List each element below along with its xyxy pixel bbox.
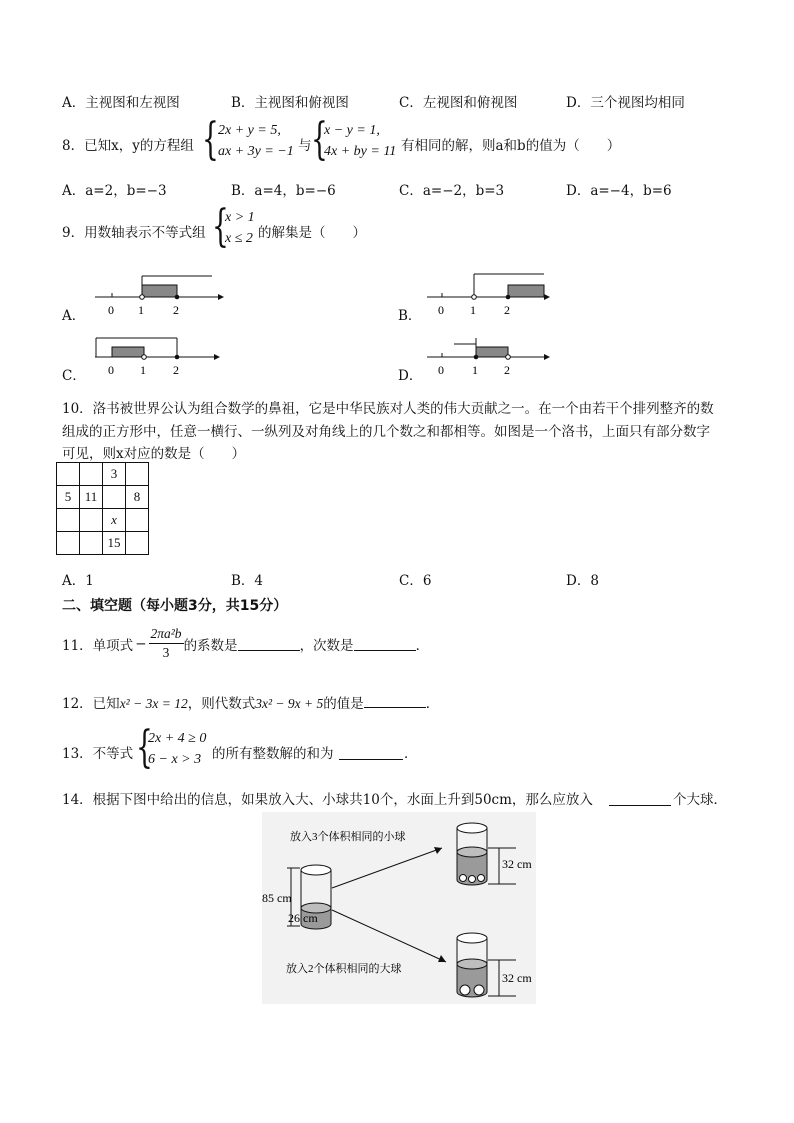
luoshu-grid: [56, 462, 149, 555]
q9-a-tick-1: 1: [138, 303, 144, 317]
q11-end: ．: [415, 637, 430, 654]
q12-equation: x² − 3x = 12: [119, 696, 188, 711]
q8-system-1: [218, 120, 294, 162]
q12-end: ．: [425, 696, 440, 712]
q11-answer-blank-1[interactable]: [238, 636, 300, 651]
q9-option-a-label[interactable]: A．: [62, 308, 86, 324]
q8-system-2: [324, 120, 396, 162]
q13-answer-blank[interactable]: [339, 745, 403, 760]
q13-ineq1: 2x + 4 ≥ 0: [148, 731, 207, 746]
grid-cell: [126, 532, 149, 555]
q14-label-big-balls: 放入2个体积相同的大球: [286, 963, 402, 975]
q13-end: ．: [404, 746, 418, 762]
grid-row: [57, 509, 149, 532]
q10-text-line-1: 10．洛书被世界公认为组合数学的鼻祖，它是中华民族对人类的伟大贡献之一。在一个由若干个排列整齐的数: [62, 401, 714, 417]
q8-mid: 与: [298, 138, 312, 154]
q10-option-d[interactable]: D．8: [566, 573, 599, 589]
q13-system: [148, 728, 206, 770]
q9-brace: {: [212, 201, 229, 252]
q8-suffix: 有相同的解，则a和b的值为（ ）: [401, 138, 621, 154]
grid-cell: 3: [103, 463, 126, 486]
q12-expression: 3x² − 9x + 5: [255, 696, 324, 711]
q7-option-b[interactable]: B．主视图和俯视图: [231, 95, 349, 111]
q12-suffix: 的值是: [323, 696, 364, 712]
section-2-title: 二、填空题（每小题3分，共15分）: [62, 598, 288, 614]
q8-sys2-eq2: 4x + by = 11: [324, 144, 397, 159]
grid-row: [57, 463, 149, 486]
q11-mid2: ，次数是: [299, 637, 354, 654]
grid-cell: [57, 509, 80, 532]
q14-label-32-small: 32 cm: [502, 857, 532, 871]
q9-b-tick-2: 2: [504, 303, 510, 317]
q9-c-tick-0: 0: [108, 363, 114, 377]
grid-cell: 8: [126, 486, 149, 509]
q9-option-b-label[interactable]: B．: [398, 308, 422, 324]
q9-b-tick-1: 1: [470, 303, 476, 317]
q12-answer-blank[interactable]: [364, 693, 426, 708]
question-12: [62, 692, 439, 712]
q11-denominator: 3: [162, 645, 170, 660]
q10-option-b[interactable]: B．4: [231, 573, 264, 589]
grid-cell: [57, 463, 80, 486]
q14-label-32-big: 32 cm: [502, 971, 532, 985]
q8-option-a[interactable]: A．a=2，b=−3: [62, 183, 167, 199]
q12-mid: ，则代数式: [187, 696, 256, 712]
q14-figure: [262, 812, 536, 1004]
q9-number-line-c[interactable]: [90, 330, 230, 382]
q9-system: [225, 207, 255, 249]
q11-sign: −: [135, 635, 147, 652]
q8-prefix: 8．已知x，y的方程组: [62, 138, 194, 154]
q14-label-26: 26 cm: [288, 911, 318, 925]
grid-cell: [80, 532, 103, 555]
q8-sys2-eq1: x − y = 1,: [324, 123, 380, 138]
q9-d-tick-0: 0: [438, 363, 444, 377]
q9-d-tick-1: 1: [472, 363, 478, 377]
q9-ineq2: x ≤ 2: [225, 231, 253, 246]
q9-number-line-a[interactable]: [90, 270, 230, 322]
grid-row: [57, 486, 149, 509]
q9-option-d-label[interactable]: D．: [398, 368, 423, 384]
q10-text-line-2: 组成的正方形中，任意一横行、一纵列及对角线上的几个数之和都相等。如图是一个洛书，上面只有部分数字: [62, 424, 710, 440]
q14-answer-blank[interactable]: [609, 791, 671, 806]
q9-option-c-label[interactable]: C．: [62, 368, 86, 384]
q9-a-tick-2: 2: [173, 303, 179, 317]
q8-sys1-eq2: ax + 3y = −1: [218, 144, 294, 159]
q10-option-c[interactable]: C．6: [399, 573, 432, 589]
q11-mid: 的系数是: [183, 637, 238, 654]
q11-fraction: [149, 625, 184, 662]
q13-ineq2: 6 − x > 3: [148, 752, 202, 767]
q14-label-85: 85 cm: [262, 891, 292, 905]
q9-ineq1: x > 1: [225, 210, 255, 225]
q13-prefix: 13．不等式: [62, 746, 134, 762]
grid-cell: [126, 463, 149, 486]
q14-label-small-balls: 放入3个体积相同的小球: [290, 831, 406, 843]
q8-brace-2: {: [311, 114, 328, 165]
q11-numerator: 2πa²b: [149, 625, 184, 644]
q7-option-a[interactable]: A．主视图和左视图: [62, 95, 180, 111]
grid-cell: [126, 509, 149, 532]
grid-cell: [57, 532, 80, 555]
q10-option-a[interactable]: A．1: [62, 573, 94, 589]
q9-c-tick-1: 1: [140, 363, 146, 377]
grid-cell: [80, 463, 103, 486]
q7-option-c[interactable]: C．左视图和俯视图: [399, 95, 518, 111]
q11-answer-blank-2[interactable]: [354, 636, 416, 651]
q11-prefix: 11．单项式: [62, 637, 134, 654]
q13-brace: {: [136, 722, 153, 773]
question-11: [62, 625, 429, 662]
grid-row: [57, 532, 149, 555]
q14-text-a: 14．根据下图中给出的信息，如果放入大、小球共10个，水面上升到50cm，那么应放入: [62, 792, 593, 808]
grid-cell: [80, 509, 103, 532]
q8-option-b[interactable]: B．a=4，b=−6: [231, 183, 336, 199]
q8-option-c[interactable]: C．a=−2，b=3: [399, 183, 505, 199]
q9-d-tick-2: 2: [504, 363, 510, 377]
q8-brace-1: {: [202, 114, 219, 165]
grid-cell: 5: [57, 486, 80, 509]
q8-option-d[interactable]: D．a=−4，b=6: [566, 183, 672, 199]
grid-cell-x: x: [103, 509, 126, 532]
q9-suffix: 的解集是（ ）: [258, 225, 366, 241]
q9-prefix: 9．用数轴表示不等式组: [62, 225, 206, 241]
q10-text-line-3: 可见，则x对应的数是（ ）: [62, 446, 246, 462]
q8-sys1-eq1: 2x + y = 5,: [218, 123, 281, 138]
q13-suffix: 的所有整数解的和为: [212, 746, 334, 762]
q9-number-line-d[interactable]: [422, 330, 562, 382]
grid-cell: 15: [103, 532, 126, 555]
q9-a-tick-0: 0: [108, 303, 114, 317]
q9-c-tick-2: 2: [173, 363, 179, 377]
q9-number-line-b[interactable]: [422, 270, 562, 322]
q7-option-d[interactable]: D．三个视图均相同: [566, 95, 685, 111]
q14-text-b: 个大球．: [673, 792, 727, 808]
q12-prefix: 12．已知: [62, 696, 120, 712]
q9-b-tick-0: 0: [438, 303, 444, 317]
grid-cell: 11: [80, 486, 103, 509]
grid-cell: [103, 486, 126, 509]
